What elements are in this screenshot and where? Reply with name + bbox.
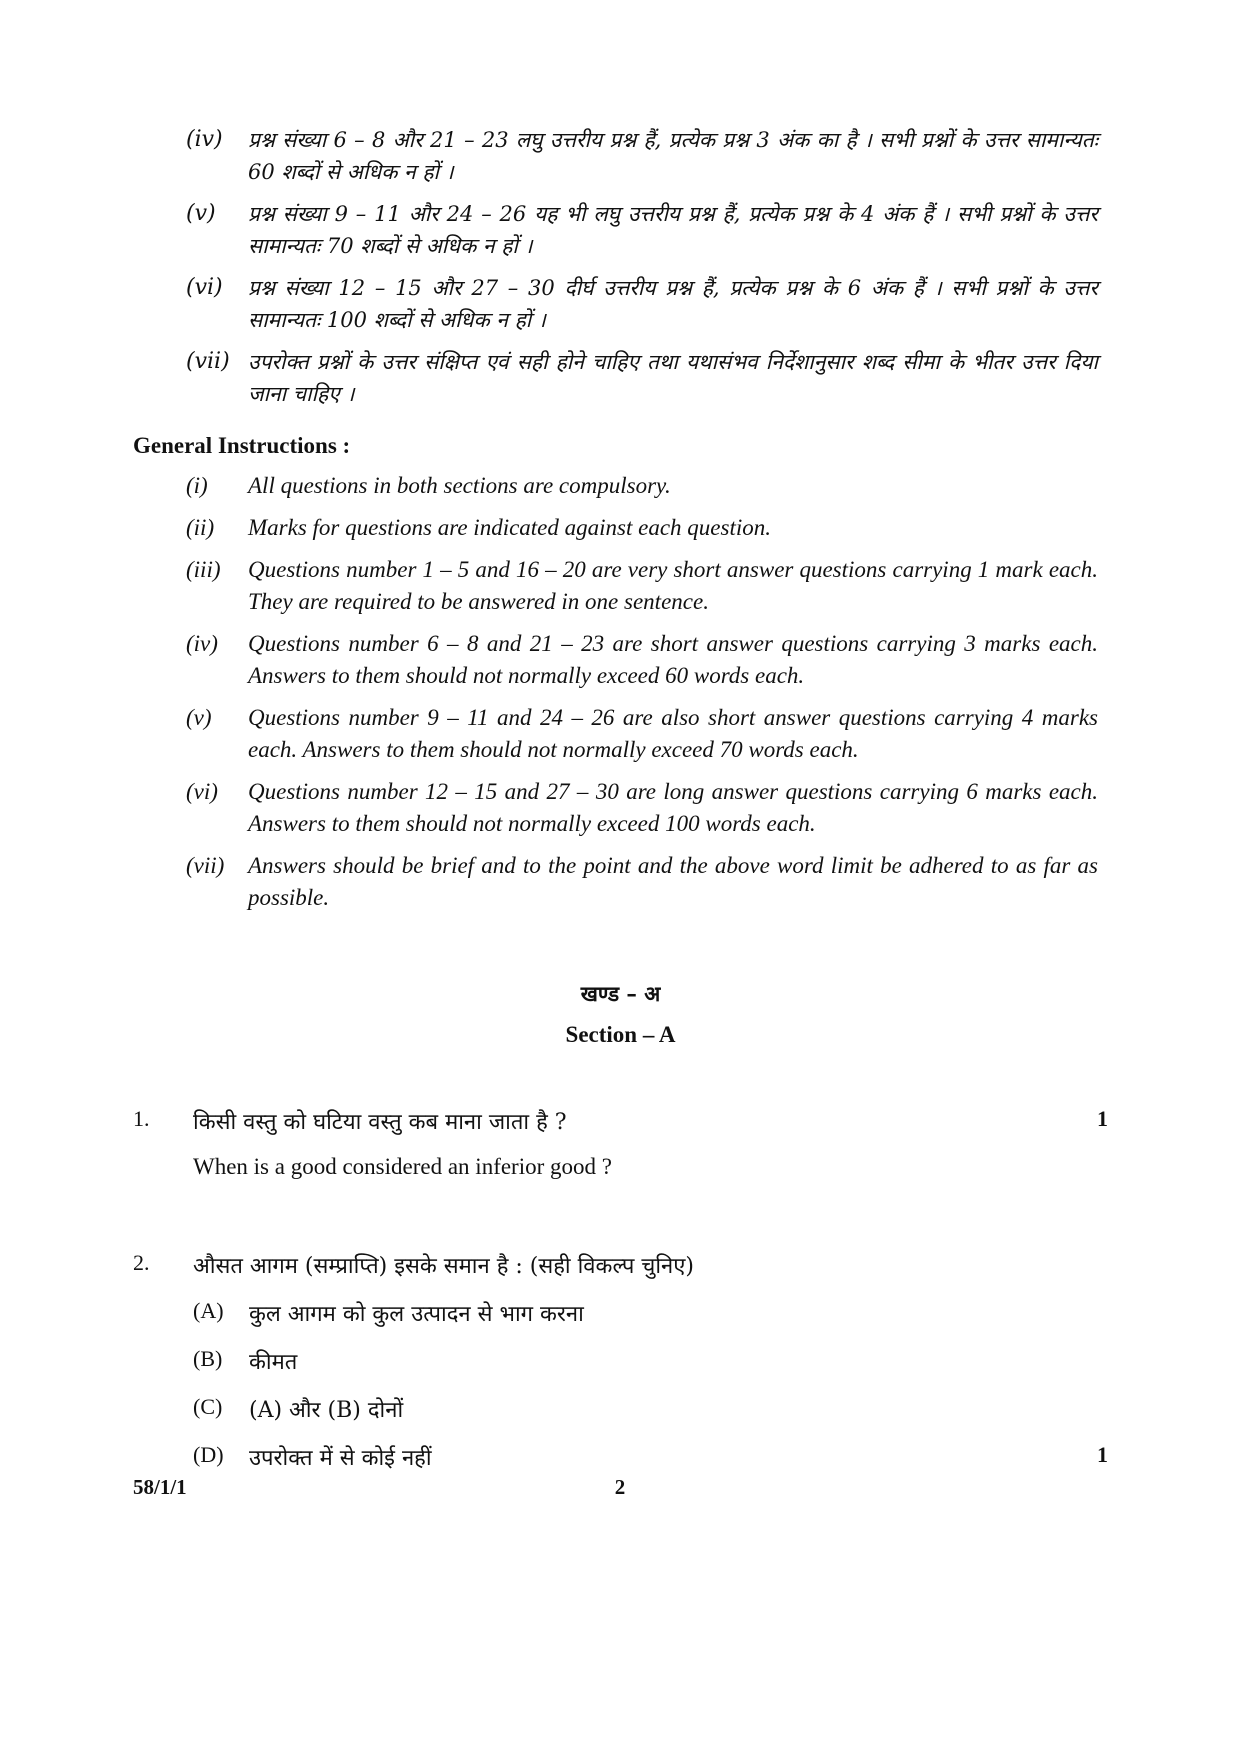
- english-instruction-item: [186, 554, 1098, 618]
- instruction-number: (iv): [186, 127, 223, 152]
- instruction-text: Marks for questions are indicated against each question.: [248, 515, 771, 540]
- option-label: (A): [193, 1298, 224, 1323]
- question-text-hindi: औसत आगम (सम्प्राप्ति) इसके समान है : (सही विकल्प चुनिए): [193, 1254, 694, 1279]
- instruction-text: Answers should be brief and to the point and the above word limit be adhered to as far as possible.: [248, 853, 1098, 910]
- instruction-number: (v): [186, 705, 212, 730]
- hindi-instruction-item: [186, 198, 1098, 262]
- english-instruction-item: [186, 850, 1098, 914]
- english-instruction-item: [186, 512, 1098, 544]
- option-text: कुल आगम को कुल उत्पादन से भाग करना: [249, 1302, 584, 1327]
- page-number: 2: [614, 1475, 626, 1499]
- instruction-number: (iv): [186, 631, 218, 656]
- instruction-text: उपरोक्त प्रश्नों के उत्तर संक्षिप्त एवं सही होने चाहिए तथा यथासंभव निर्देशानुसार शब्द सीमा के भीतर उत्तर दिया जाना चाहिए ।: [248, 350, 1098, 406]
- english-instruction-item: [186, 628, 1098, 692]
- instruction-text: Questions number 12 – 15 and 27 – 30 are long answer questions carrying 6 marks each. Answers to them should not normally exceed 100 words each.: [248, 779, 1098, 836]
- instruction-text: Questions number 9 – 11 and 24 – 26 are also short answer questions carrying 4 marks each. Answers to them should not normally exceed 70 words each.: [248, 705, 1098, 762]
- instruction-number: (ii): [186, 515, 215, 540]
- instruction-number: (vii): [186, 349, 230, 374]
- instruction-number: (vi): [186, 779, 218, 804]
- paper-code: 58/1/1: [133, 1475, 187, 1499]
- instruction-number: (vi): [186, 275, 223, 300]
- question-marks: 1: [1097, 1106, 1108, 1131]
- option-text: उपरोक्त में से कोई नहीं: [249, 1446, 432, 1471]
- section-heading-english: Section – A: [565, 1022, 676, 1047]
- instruction-number: (iii): [186, 557, 221, 582]
- general-instructions-heading: General Instructions :: [133, 433, 351, 458]
- option-label: (D): [193, 1442, 224, 1467]
- hindi-instruction-item: [186, 346, 1098, 410]
- question-number: 1.: [133, 1106, 150, 1131]
- instruction-text: प्रश्न संख्या 12 – 15 और 27 – 30 दीर्घ उत्तरीय प्रश्न हैं, प्रत्येक प्रश्न के 6 अंक हैं । सभी प्रश्नों के उत्तर सामान्यतः 100 शब्दों से अधिक न हों ।: [248, 276, 1098, 332]
- question-number: 2.: [133, 1250, 150, 1275]
- option-label: (B): [193, 1346, 223, 1371]
- instruction-text: All questions in both sections are compulsory.: [248, 473, 671, 498]
- hindi-instruction-item: [186, 272, 1098, 336]
- instruction-number: (i): [186, 473, 208, 498]
- hindi-instructions: [186, 124, 1098, 420]
- section-heading-hindi: खण्ड – अ: [580, 981, 661, 1006]
- instruction-number: (vii): [186, 853, 225, 878]
- question-1-text-english: When is a good considered an inferior good ?: [193, 1154, 612, 1179]
- english-instruction-item: [186, 702, 1098, 766]
- hindi-instruction-item: [186, 124, 1098, 188]
- question-text-hindi: किसी वस्तु को घटिया वस्तु कब माना जाता है ?: [193, 1110, 567, 1135]
- question-marks: 1: [1097, 1442, 1108, 1467]
- instruction-text: Questions number 6 – 8 and 21 – 23 are short answer questions carrying 3 marks each. Answers to them should not normally exceed 60 words each.: [248, 631, 1098, 688]
- instruction-number: (v): [186, 201, 216, 226]
- english-instruction-item: [186, 776, 1098, 840]
- instruction-text: Questions number 1 – 5 and 16 – 20 are very short answer questions carrying 1 mark each. They are required to be answered in one sentence.: [248, 557, 1098, 614]
- option-label: (C): [193, 1394, 223, 1419]
- option-text: कीमत: [249, 1350, 298, 1375]
- instruction-text: प्रश्न संख्या 6 – 8 और 21 – 23 लघु उत्तरीय प्रश्न हैं, प्रत्येक प्रश्न 3 अंक का है । सभी प्रश्नों के उत्तर सामान्यतः 60 शब्दों से अधिक न हों ।: [248, 128, 1098, 184]
- instruction-text: प्रश्न संख्या 9 – 11 और 24 – 26 यह भी लघु उत्तरीय प्रश्न हैं, प्रत्येक प्रश्न के 4 अंक हैं । सभी प्रश्नों के उत्तर सामान्यतः 70 शब्दों से अधिक न हों ।: [248, 202, 1098, 258]
- option-text: (A) और (B) दोनों: [249, 1398, 404, 1423]
- english-instructions: [186, 470, 1098, 924]
- english-instruction-item: [186, 470, 1098, 502]
